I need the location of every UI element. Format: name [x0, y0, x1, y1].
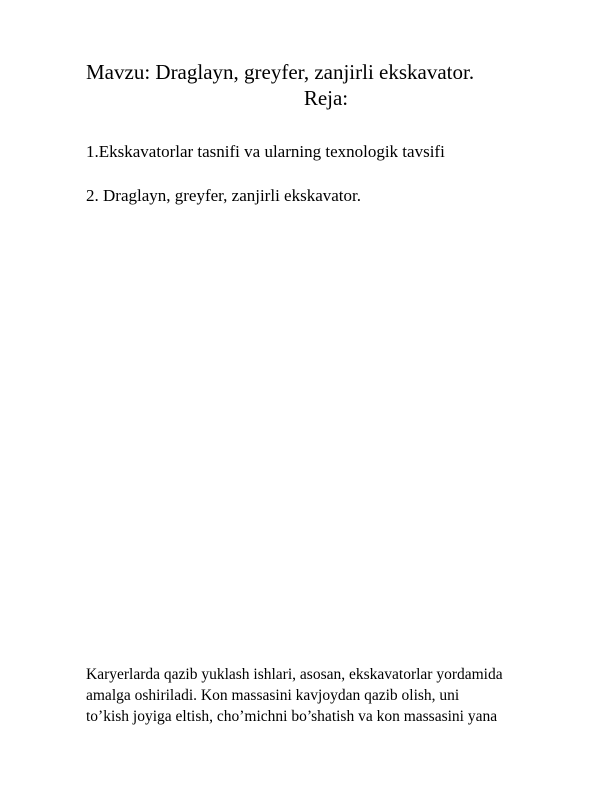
body-paragraph [86, 664, 576, 727]
plan-item-1: 1.Ekskavatorlar tasnifi va ularning texnologik tavsifi [86, 142, 445, 161]
paragraph-line-3: to’kish joyiga eltish, cho’michni bo’shatish va kon massasini yana [86, 708, 498, 725]
paragraph-line-2: amalga oshiriladi. Kon massasini kavjoydan qazib olish, uni [86, 687, 460, 704]
plan-heading: Reja: [303, 86, 349, 110]
document-title: Mavzu: Draglayn, greyfer, zanjirli ekskavator. [86, 60, 475, 84]
plan-item-2: 2. Draglayn, greyfer, zanjirli ekskavator. [86, 186, 361, 205]
paragraph-line-1: Karyerlarda qazib yuklash ishlari, asosan, ekskavatorlar yordamida [86, 666, 503, 683]
